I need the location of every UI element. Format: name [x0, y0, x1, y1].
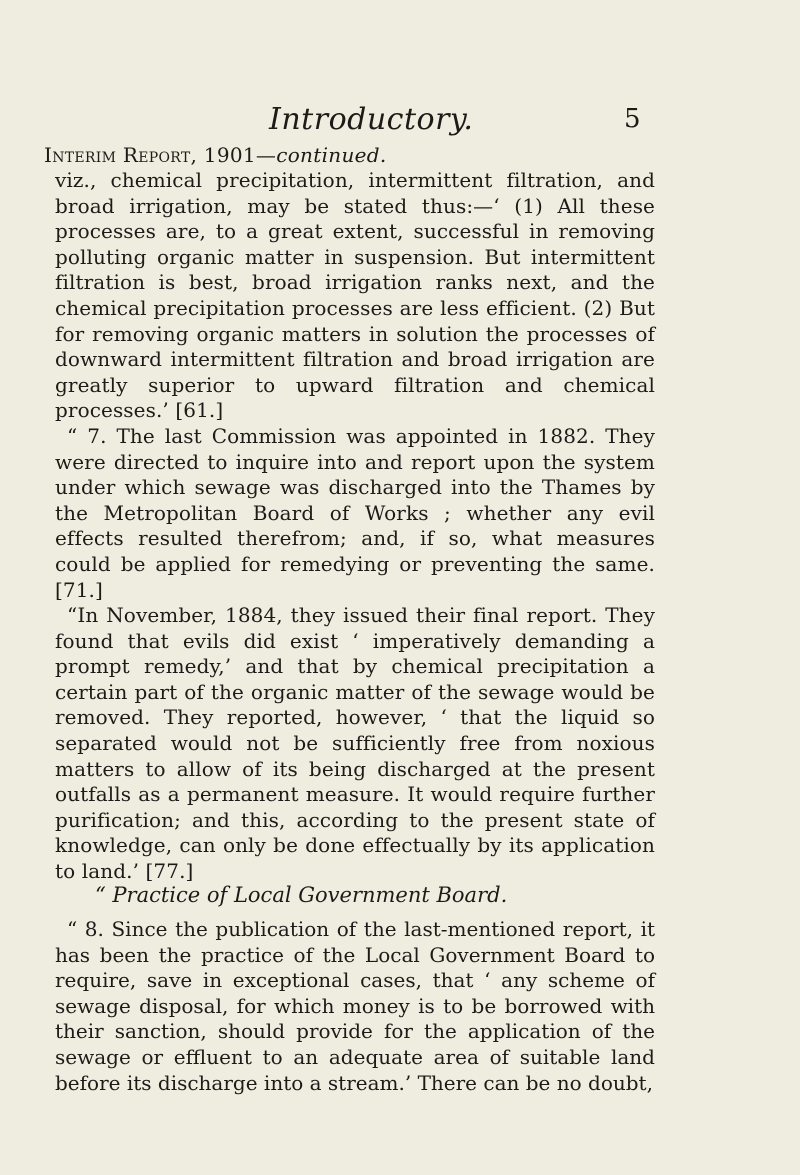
- section-heading-continued: continued.: [276, 143, 387, 167]
- paragraph-7: “ 7. The last Commission was appointed in 1882. They were directed to inquire into and report upon the system under which sewage was discharged into the Thames by the Metropolitan Board of Works ; whether any evil effects resulted therefrom; and, if so, what measures could be applied for remedying or preventing the same. [71.]: [55, 423, 655, 602]
- paragraph-november-1884: “In November, 1884, they issued their final report. They found that evils did exist ‘ imperatively demanding a prompt remedy,’ and that by chemical precipitation a certain part of the organic matter of the sewage would be removed. They reported, however, ‘ that the liquid so separated would not be sufficiently free from noxious matters to allow of its being discharged at the present outfalls as a permanent measure. It would require further purification; and this, according to the present state of knowledge, can only be done effectually by its application to land.’ [77.]: [55, 603, 655, 884]
- paragraph-8: “ 8. Since the publication of the last-mentioned report, it has been the practice of the Local Government Board to require, save in exceptional cases, that ‘ any scheme of sewage disposal, for which money is to be borrowed with their sanction, should provide for the application of the sewage or effluent to an adequate area of suitable land before its discharge into a stream.’ There can be no doubt,: [55, 917, 655, 1095]
- running-head: [0, 102, 800, 142]
- section-heading-year: , 1901—: [190, 143, 277, 167]
- body-text: [55, 168, 655, 885]
- subheading-practice: “ Practice of Local Government Board.: [95, 883, 508, 907]
- section-heading: [44, 143, 387, 167]
- page-number: 5: [624, 104, 641, 134]
- paragraph-continuation: viz., chemical precipitation, intermittent filtration, and broad irrigation, may be stated thus:—‘ (1) All these processes are, to a great extent, successful in removing polluting organic matter in suspension. But intermittent filtration is best, broad irrigation ranks next, and the chemical precipitation processes are less efficient. (2) But for removing organic matters in solution the processes of downward intermittent filtration and broad irrigation are greatly superior to upward filtration and chemical processes.’ [61.]: [55, 168, 655, 423]
- running-title: Introductory.: [269, 102, 474, 137]
- body-text-2: [55, 917, 655, 1096]
- section-heading-name: Interim Report: [44, 143, 191, 167]
